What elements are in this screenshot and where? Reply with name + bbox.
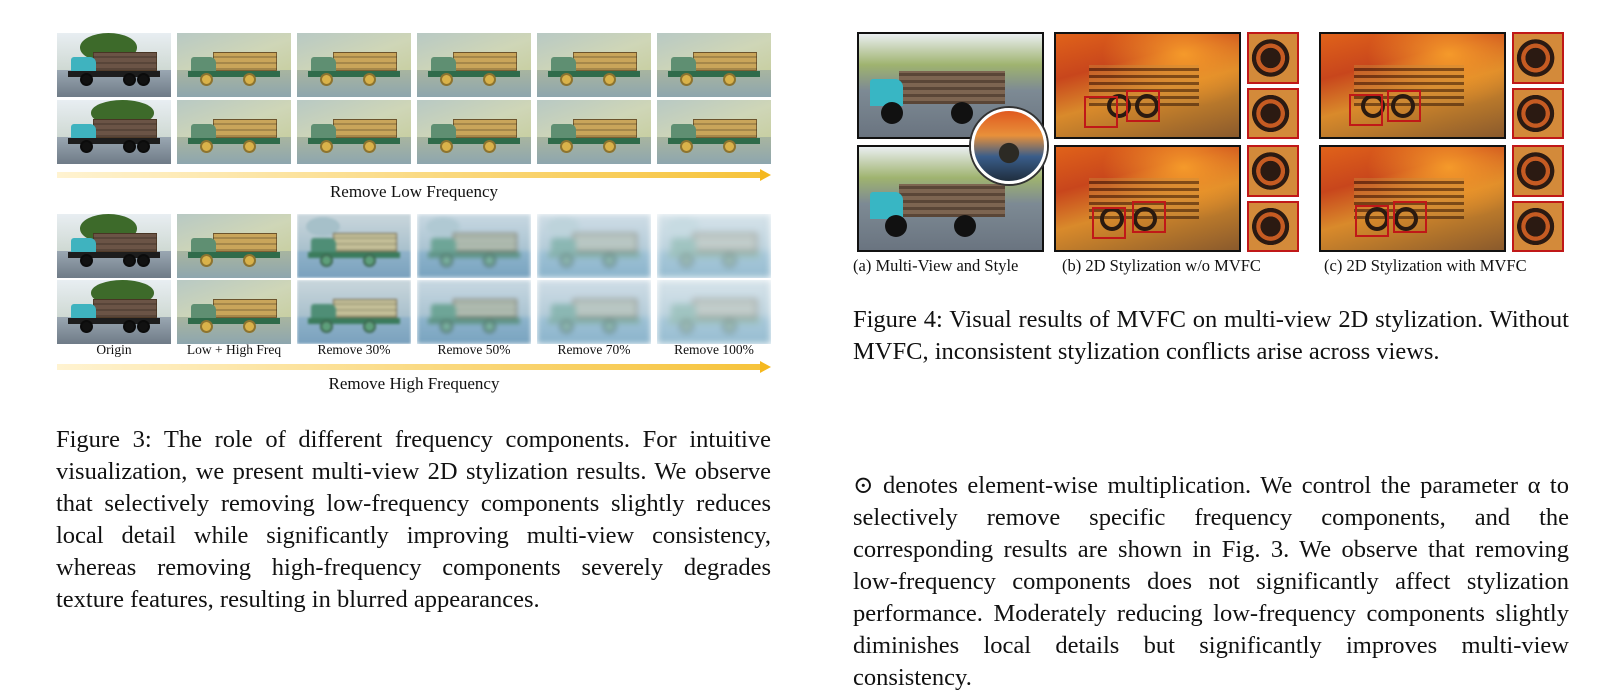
arrow-remove-low-frequency <box>57 170 771 180</box>
zoom-crop-with-mvfc-1a <box>1512 32 1564 84</box>
image-origin-view2-high <box>57 280 171 344</box>
zoom-box <box>1132 201 1166 233</box>
column-label-remove-30: Remove 30% <box>317 342 391 357</box>
image-blur-view2-remove70-high <box>537 280 651 344</box>
image-blur-view2-remove100-high <box>657 280 771 344</box>
image-origin-view2-low <box>57 100 171 164</box>
image-stylized-view2-lowhigh <box>177 100 291 164</box>
zoom-box <box>1092 207 1126 239</box>
zoom-crop-without-mvfc-1a <box>1247 32 1299 84</box>
image-stylized-view1-remove30-low <box>297 33 411 97</box>
zoom-crop-with-mvfc-1b <box>1512 88 1564 139</box>
figure-3-caption: Figure 3: The role of different frequency components. For intuitive visualization, we present multi-view 2D stylization results. We observe that selectively removing low-frequency components slightly reduces local detail while significantly improving multi-view consistency, whereas removing high-frequency components severely degrades texture features, resulting in blurred appearances. <box>56 426 771 613</box>
zoom-crop-without-mvfc-1b <box>1247 88 1299 139</box>
image-blur-view1-remove100-high <box>657 214 771 278</box>
arrow-head-icon <box>760 169 771 181</box>
arrow-remove-high-frequency <box>57 362 771 372</box>
image-stylized-view1-remove100-low <box>657 33 771 97</box>
column-label-remove-100: Remove 100% <box>674 342 754 357</box>
image-stylized-with-mvfc-2 <box>1319 145 1506 252</box>
image-stylized-view1-lowhigh <box>177 33 291 97</box>
image-origin-view1-high <box>57 214 171 278</box>
image-blur-view2-remove30-high <box>297 280 411 344</box>
zoom-crop-with-mvfc-2a <box>1512 145 1564 197</box>
figure-4-caption: Figure 4: Visual results of MVFC on multi-view 2D stylization. Without MVFC, inconsistent stylization conflicts arise across views. <box>853 306 1569 365</box>
image-stylized-view2-remove50-low <box>417 100 531 164</box>
column-label-origin: Origin <box>96 342 132 357</box>
image-stylized-with-mvfc-1 <box>1319 32 1506 139</box>
label-remove-high-frequency: Remove High Frequency <box>328 374 500 393</box>
image-stylized-view2-remove100-low <box>657 100 771 164</box>
body-paragraph: ⊙ denotes element-wise multiplication. We control the parameter α to selectively remove specific frequency components, and the corresponding results are shown in Fig. 3. We observe that removing low-frequency components does not significantly affect stylization performance. Moderately reducing low-frequency components slightly diminishes local details but significantly improves multi-view consistency. <box>853 472 1569 691</box>
image-stylized-view2-remove70-low <box>537 100 651 164</box>
image-stylized-view1-lowhigh-b <box>177 214 291 278</box>
image-stylized-view2-lowhigh-b <box>177 280 291 344</box>
subcaption-c: (c) 2D Stylization with MVFC <box>1324 256 1527 275</box>
label-remove-low-frequency: Remove Low Frequency <box>329 182 499 201</box>
column-label-low-high-freq: Low + High Freq <box>186 342 282 357</box>
image-blur-view1-remove70-high <box>537 214 651 278</box>
image-stylized-without-mvfc-1 <box>1054 32 1241 139</box>
zoom-box <box>1349 94 1383 126</box>
image-blur-view1-remove30-high <box>297 214 411 278</box>
zoom-box <box>1393 201 1427 233</box>
zoom-box <box>1126 90 1160 122</box>
zoom-box <box>1387 90 1421 122</box>
column-label-remove-70: Remove 70% <box>557 342 631 357</box>
image-stylized-view2-remove30-low <box>297 100 411 164</box>
image-stylized-view1-remove70-low <box>537 33 651 97</box>
zoom-crop-without-mvfc-2a <box>1247 145 1299 197</box>
zoom-crop-with-mvfc-2b <box>1512 201 1564 252</box>
column-label-remove-50: Remove 50% <box>437 342 511 357</box>
image-origin-view1-low <box>57 33 171 97</box>
style-reference-image <box>971 108 1047 184</box>
zoom-box <box>1355 205 1389 237</box>
subcaption-a: (a) Multi-View and Style <box>853 256 1019 275</box>
image-stylized-view1-remove50-low <box>417 33 531 97</box>
zoom-box <box>1084 96 1118 128</box>
arrow-head-icon <box>760 361 771 373</box>
image-stylized-without-mvfc-2 <box>1054 145 1241 252</box>
image-blur-view2-remove50-high <box>417 280 531 344</box>
image-blur-view1-remove50-high <box>417 214 531 278</box>
zoom-crop-without-mvfc-2b <box>1247 201 1299 252</box>
subcaption-b: (b) 2D Stylization w/o MVFC <box>1062 256 1261 275</box>
